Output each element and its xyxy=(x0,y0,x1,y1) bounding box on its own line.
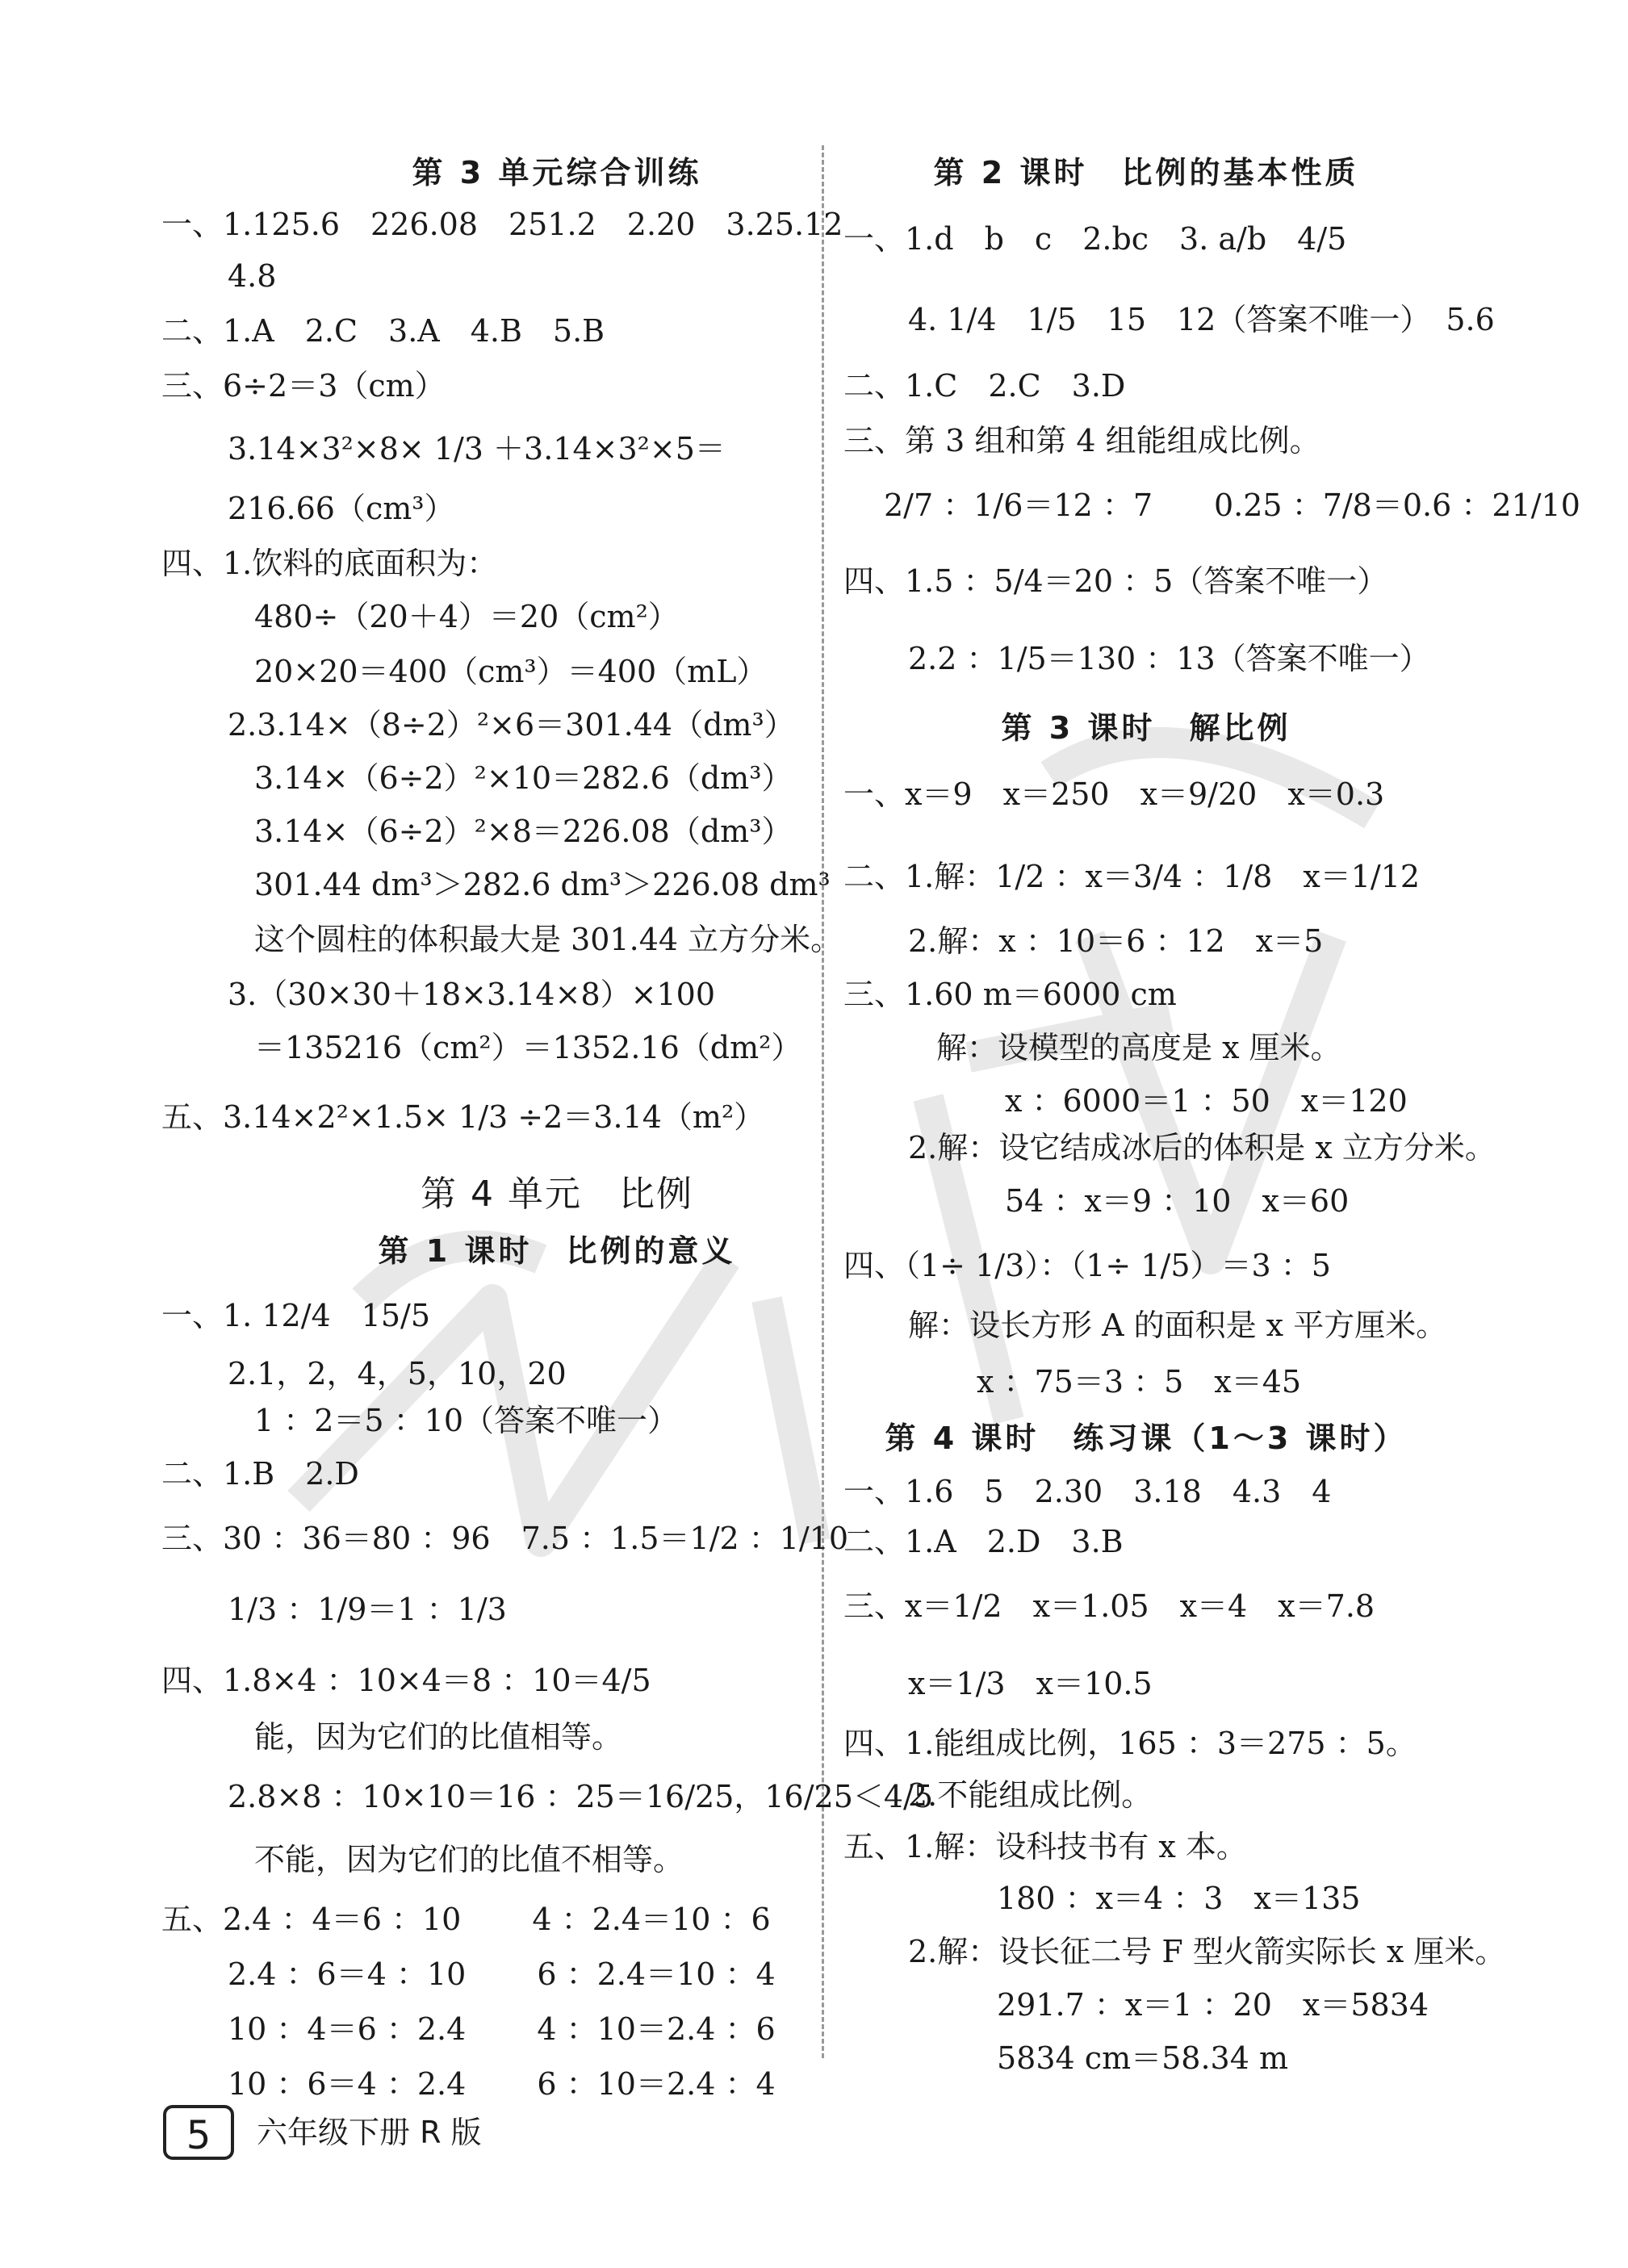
right-line-20: 第 4 课时 练习课（1～3 课时） xyxy=(885,1421,1408,1456)
right-line-9: 一、x＝9 x＝250 x＝9/20 x＝0.3 xyxy=(843,776,1385,812)
right-line-0: 第 2 课时 比例的基本性质 xyxy=(933,155,1359,190)
right-line-7: 2.2 ：1/5＝130 ：13（答案不唯一） xyxy=(908,641,1430,676)
left-line-2: 4.8 xyxy=(228,258,277,294)
right-line-27: 五、1.解：设科技书有 x 本。 xyxy=(843,1829,1247,1864)
left-line-5: 3.14×3²×8× 1/3 ＋3.14×3²×5＝ xyxy=(228,431,726,467)
left-line-25: 1/3 ：1/9＝1 ：1/3 xyxy=(228,1592,507,1627)
left-line-17: 五、3.14×2²×1.5× 1/3 ÷2＝3.14（m²） xyxy=(161,1099,765,1135)
right-line-22: 二、1.A 2.D 3.B xyxy=(843,1524,1124,1559)
right-line-15: 2.解：设它结成冰后的体积是 x 立方分米。 xyxy=(908,1130,1496,1165)
left-line-18: 第 4 单元 比例 xyxy=(421,1174,693,1215)
left-line-12: 3.14×（6÷2）²×8＝226.08（dm³） xyxy=(254,814,793,849)
right-line-24: x＝1/3 x＝10.5 xyxy=(908,1666,1153,1701)
right-line-25: 四、1.能组成比例，165 ：3＝275 ：5。 xyxy=(843,1726,1417,1761)
right-line-18: 解：设长方形 A 的面积是 x 平方厘米。 xyxy=(908,1308,1447,1343)
right-line-19: x ：75＝3 ：5 x＝45 xyxy=(977,1364,1302,1400)
right-line-30: 291.7 ：x＝1 ：20 x＝5834 xyxy=(997,1987,1429,2023)
left-line-16: ＝135216（cm²）＝1352.16（dm²） xyxy=(254,1030,802,1065)
left-line-8: 480÷（20＋4）＝20（cm²） xyxy=(254,599,679,634)
left-line-21: 2.1，2，4，5，10，20 xyxy=(228,1356,567,1391)
right-line-11: 2.解：x ：10＝6 ：12 x＝5 xyxy=(908,923,1324,959)
left-line-0: 第 3 单元综合训练 xyxy=(412,155,702,190)
right-line-31: 5834 cm＝58.34 m xyxy=(997,2040,1289,2076)
left-line-22: 1 ：2＝5 ：10（答案不唯一） xyxy=(254,1403,679,1438)
left-line-24: 三、30 ：36＝80 ：96 7.5 ：1.5＝1/2 ：1/10 xyxy=(161,1521,849,1556)
left-line-31: 2.4 ：6＝4 ：10 6 ：2.4＝10 ：4 xyxy=(228,1956,776,1992)
right-line-2: 4. 1/4 1/5 15 12（答案不唯一） 5.6 xyxy=(908,302,1495,337)
column-divider xyxy=(822,145,824,2058)
left-line-23: 二、1.B 2.D xyxy=(161,1456,359,1492)
right-line-4: 三、第 3 组和第 4 组能组成比例。 xyxy=(843,423,1320,458)
right-line-8: 第 3 课时 解比例 xyxy=(1001,710,1291,746)
left-line-26: 四、1.8×4 ：10×4＝8 ：10＝4/5 xyxy=(161,1663,651,1698)
right-line-13: 解：设模型的高度是 x 厘米。 xyxy=(936,1030,1341,1065)
left-line-4: 三、6÷2＝3（cm） xyxy=(161,368,446,404)
left-line-3: 二、1.A 2.C 3.A 4.B 5.B xyxy=(161,313,605,349)
right-line-26: 2.不能组成比例。 xyxy=(908,1777,1153,1813)
right-line-17: 四、（1÷ 1/3）：（1÷ 1/5）＝3 ：5 xyxy=(843,1248,1331,1283)
page-number-box xyxy=(163,2105,234,2160)
right-line-12: 三、1.60 m＝6000 cm xyxy=(843,977,1177,1012)
footer-label: 六年级下册 R 版 xyxy=(257,2115,482,2150)
left-line-9: 20×20＝400（cm³）＝400（mL） xyxy=(254,654,768,689)
left-line-32: 10 ：4＝6 ：2.4 4 ：10＝2.4 ：6 xyxy=(228,2011,776,2047)
left-line-27: 能，因为它们的比值相等。 xyxy=(254,1719,623,1755)
left-line-30: 五、2.4 ：4＝6 ：10 4 ：2.4＝10 ：6 xyxy=(161,1902,771,1937)
left-line-29: 不能，因为它们的比值不相等。 xyxy=(254,1842,684,1877)
right-line-1: 一、1.d b c 2.bc 3. a/b 4/5 xyxy=(843,221,1347,257)
left-line-7: 四、1.饮料的底面积为： xyxy=(161,546,498,581)
left-line-28: 2.8×8 ：10×10＝16 ：25＝16/25，16/25＜4/5 xyxy=(228,1779,934,1814)
right-line-10: 二、1.解：1/2 ：x＝3/4 ：1/8 x＝1/12 xyxy=(843,859,1421,894)
right-line-3: 二、1.C 2.C 3.D xyxy=(843,368,1126,404)
left-line-6: 216.66（cm³） xyxy=(228,491,455,526)
left-line-19: 第 1 课时 比例的意义 xyxy=(378,1233,736,1269)
left-line-33: 10 ：6＝4 ：2.4 6 ：10＝2.4 ：4 xyxy=(228,2066,776,2102)
left-line-1: 一、1.125.6 226.08 251.2 2.20 3.25.12 xyxy=(161,207,843,242)
right-line-14: x ：6000＝1 ：50 x＝120 xyxy=(1005,1083,1408,1119)
left-line-13: 301.44 dm³＞282.6 dm³＞226.08 dm³ xyxy=(254,867,831,902)
left-line-20: 一、1. 12/4 15/5 xyxy=(161,1298,431,1333)
right-line-29: 2.解：设长征二号 F 型火箭实际长 x 厘米。 xyxy=(908,1934,1506,1969)
right-line-28: 180 ：x＝4 ：3 x＝135 xyxy=(997,1881,1361,1916)
left-line-14: 这个圆柱的体积最大是 301.44 立方分米。 xyxy=(254,922,842,957)
right-line-5: 2/7 ：1/6＝12 ：7 0.25 ：7/8＝0.6 ：21/10 xyxy=(884,487,1580,523)
left-line-11: 3.14×（6÷2）²×10＝282.6（dm³） xyxy=(254,760,793,796)
right-line-16: 54 ：x＝9 ：10 x＝60 xyxy=(1005,1183,1350,1219)
right-line-21: 一、1.6 5 2.30 3.18 4.3 4 xyxy=(843,1474,1332,1509)
left-line-10: 2.3.14×（8÷2）²×6＝301.44（dm³） xyxy=(228,707,795,743)
right-line-23: 三、x＝1/2 x＝1.05 x＝4 x＝7.8 xyxy=(843,1588,1375,1624)
right-line-6: 四、1.5 ：5/4＝20 ：5（答案不唯一） xyxy=(843,563,1388,599)
page-number: 5 xyxy=(186,2113,211,2158)
left-line-15: 3.（30×30＋18×3.14×8）×100 xyxy=(228,977,715,1012)
